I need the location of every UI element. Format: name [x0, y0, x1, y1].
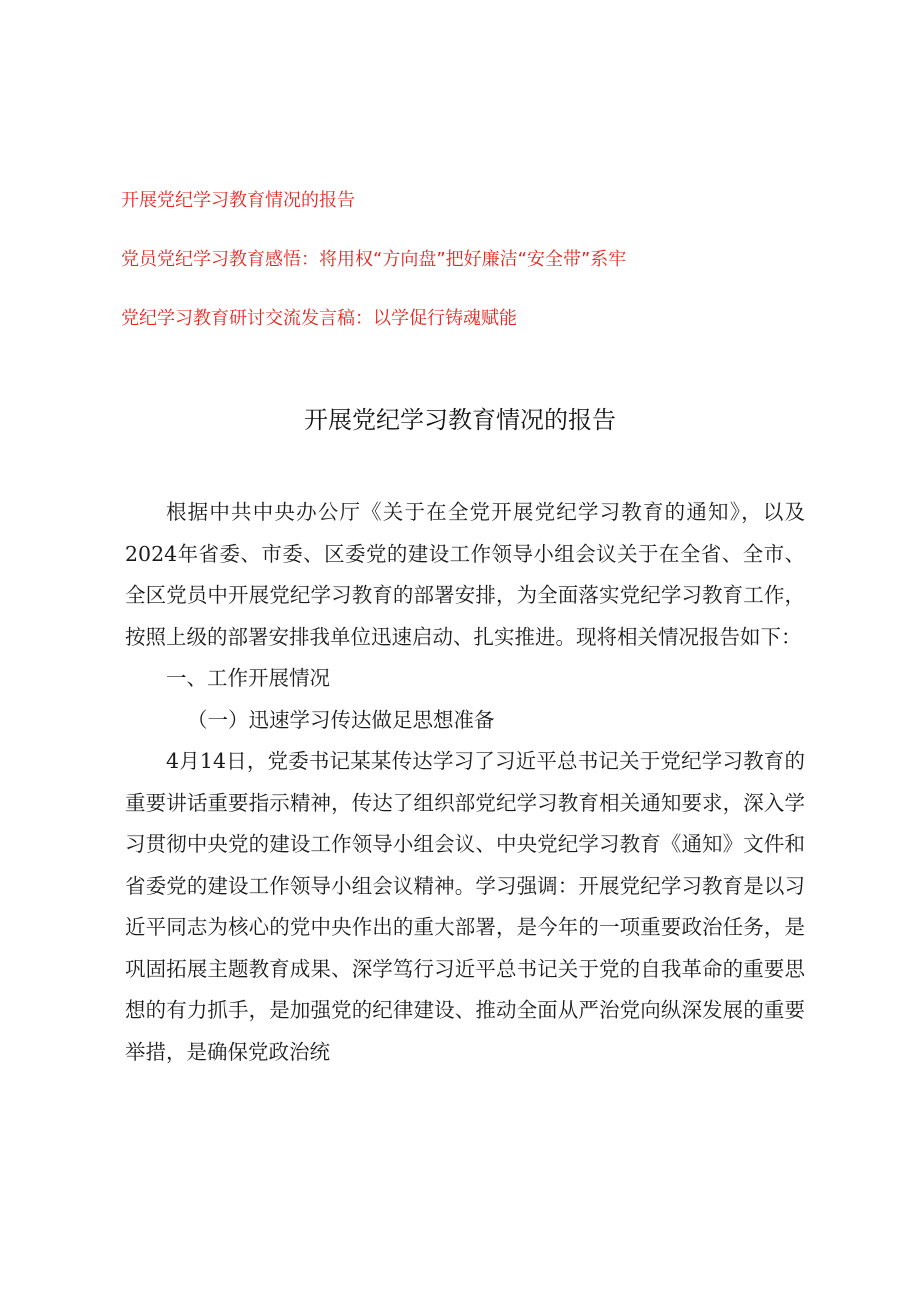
body-paragraph: 4月14日，党委书记某某传达学习了习近平总书记关于党纪学习教育的重要讲话重要指示精神，传达了组织部党纪学习教育相关通知要求，深入学习贯彻中央党的建设工作领导小组会议、中央党纪学习教育《通知》文件和省委党的建设工作领导小组会议精神。学习强调：开展党纪学习教育是以习近平同志为核心的党中央作出的重大部署，是今年的一项重要政治任务，是巩固拓展主题教育成果、深学笃行习近平总书记关于党的自我革命的重要思想的有力抓手，是加强党的纪律建设、推动全面从严治党向纵深发展的重要举措，是确保党政治统: [125, 749, 805, 1064]
document-title: 开展党纪学习教育情况的报告: [304, 406, 616, 434]
related-link-1[interactable]: 开展党纪学习教育情况的报告: [121, 190, 355, 211]
section-heading: 一、工作开展情况: [166, 666, 330, 690]
related-links: [121, 186, 821, 334]
related-link-2[interactable]: 党员党纪学习教育感悟：将用权“方向盘”把好廉洁“安全带”系牢: [121, 249, 627, 270]
document-body: [125, 492, 805, 1073]
related-link-3[interactable]: 党纪学习教育研讨交流发言稿：以学促行铸魂赋能: [121, 308, 517, 329]
intro-paragraph: 根据中共中央办公厅《关于在全党开展党纪学习教育的通知》，以及2024年省委、市委、区委党的建设工作领导小组会议关于在全省、全市、全区党员中开展党纪学习教育的部署安排，为全面落实党纪学习教育工作，按照上级的部署安排我单位迅速启动、扎实推进。现将相关情况报告如下：: [125, 500, 805, 649]
subsection-heading: （一）迅速学习传达做足思想准备: [187, 707, 495, 732]
